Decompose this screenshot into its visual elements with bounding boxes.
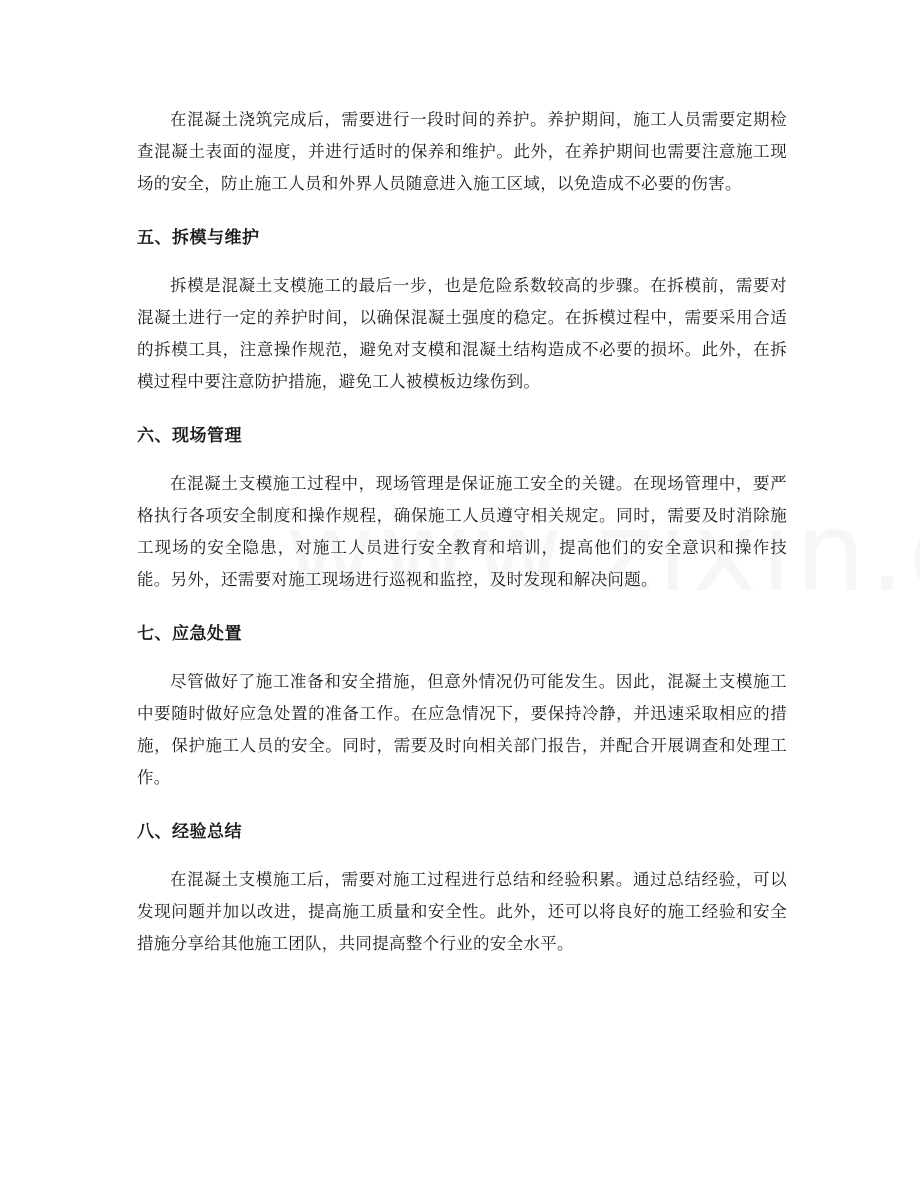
paragraph-section-6: 在混凝土支模施工过程中，现场管理是保证施工安全的关键。在现场管理中，要严格执行各项安全制度和操作规程，确保施工人员遵守相关规定。同时，需要及时消除施工现场的安全隐患，对施工人员进行安全教育和培训，提高他们的安全意识和操作技能。另外，还需要对施工现场进行巡视和监控，及时发现和解决问题。 (137, 474, 787, 589)
paragraph-section-5: 拆模是混凝土支模施工的最后一步，也是危险系数较高的步骤。在拆模前，需要对混凝土进行一定的养护时间，以确保混凝土强度的稳定。在拆模过程中，需要采用合适的拆模工具，注意操作规范，避免对支模和混凝土结构造成不必要的损坏。此外，在拆模过程中要注意防护措施，避免工人被模板边缘伤到。 (137, 276, 787, 391)
paragraph-section-7: 尽管做好了施工准备和安全措施，但意外情况仍可能发生。因此，混凝土支模施工中要随时做好应急处置的准备工作。在应急情况下，要保持冷静，并迅速采取相应的措施，保护施工人员的安全。同时，需要及时向相关部门报告，并配合开展调查和处理工作。 (137, 672, 787, 787)
document-body (137, 104, 787, 960)
heading-section-5: 五、拆模与维护 (137, 228, 260, 248)
heading-section-7: 七、应急处置 (137, 624, 242, 644)
paragraph-section-8: 在混凝土支模施工后，需要对施工过程进行总结和经验积累。通过总结经验，可以发现问题并加以改进，提高施工质量和安全性。此外，还可以将良好的施工经验和安全措施分享给其他施工团队，共同提高整个行业的安全水平。 (137, 870, 787, 953)
heading-section-6: 六、现场管理 (137, 426, 242, 446)
heading-section-8: 八、经验总结 (137, 822, 242, 842)
paragraph-curing: 在混凝土浇筑完成后，需要进行一段时间的养护。养护期间，施工人员需要定期检查混凝土表面的湿度，并进行适时的保养和维护。此外，在养护期间也需要注意施工现场的安全，防止施工人员和外界人员随意进入施工区域，以免造成不必要的伤害。 (137, 110, 787, 193)
